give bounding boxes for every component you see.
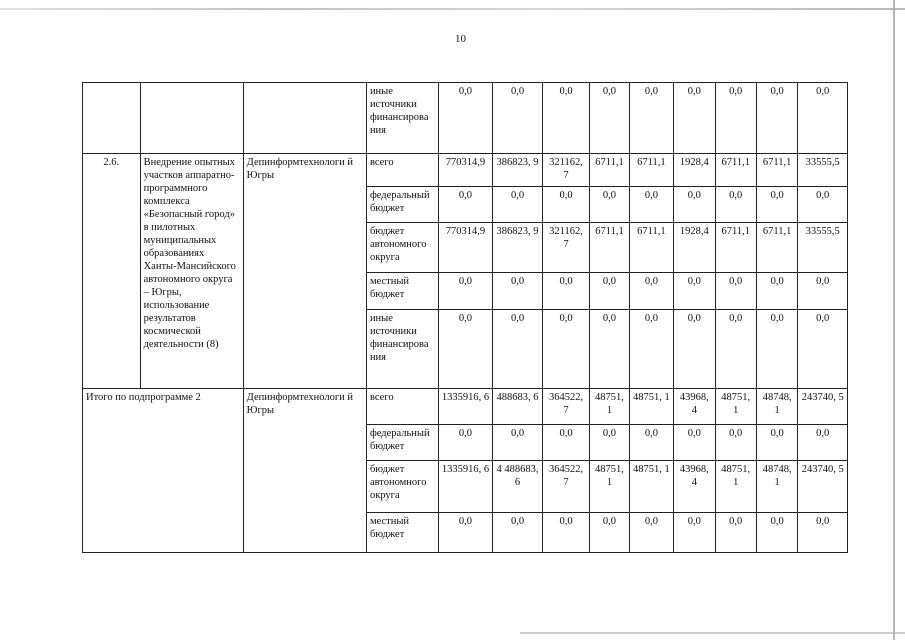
cell-value: 0,0	[629, 83, 673, 154]
cell-value: 0,0	[493, 310, 543, 389]
cell-value: 386823, 9	[493, 154, 543, 187]
cell-no	[83, 83, 141, 154]
cell-value: 0,0	[542, 83, 589, 154]
item-executor: Депинформтехнологи й Югры	[243, 154, 366, 389]
cell-value: 0,0	[798, 83, 848, 154]
cell-value: 0,0	[674, 310, 715, 389]
cell-source: федеральный бюджет	[366, 187, 438, 223]
cell-value: 0,0	[756, 513, 797, 553]
cell-value: 0,0	[629, 513, 673, 553]
cell-value: 0,0	[798, 273, 848, 310]
cell-value: 48751, 1	[590, 389, 629, 425]
cell-value: 0,0	[798, 310, 848, 389]
cell-value: 488683, 6	[493, 389, 543, 425]
cell-value: 770314,9	[438, 223, 493, 273]
cell-value: 0,0	[629, 187, 673, 223]
cell-value: 0,0	[590, 425, 629, 461]
cell-source: федеральный бюджет	[366, 425, 438, 461]
cell-value: 0,0	[493, 187, 543, 223]
cell-value: 1335916, 6	[438, 461, 493, 513]
cell-value: 0,0	[542, 425, 589, 461]
cell-value: 0,0	[674, 425, 715, 461]
total-executor: Депинформтехнологи й Югры	[243, 389, 366, 553]
cell-value: 48748, 1	[756, 461, 797, 513]
cell-value: 0,0	[756, 83, 797, 154]
cell-value: 43968, 4	[674, 461, 715, 513]
funding-table	[82, 82, 848, 553]
cell-value: 0,0	[493, 513, 543, 553]
cell-value: 0,0	[629, 273, 673, 310]
cell-source: местный бюджет	[366, 513, 438, 553]
cell-value: 33555,5	[798, 154, 848, 187]
cell-value: 0,0	[756, 273, 797, 310]
cell-value: 364522, 7	[542, 461, 589, 513]
cell-value: 6711,1	[590, 154, 629, 187]
cell-value: 0,0	[590, 273, 629, 310]
cell-value: 43968, 4	[674, 389, 715, 425]
cell-value: 0,0	[590, 513, 629, 553]
table-row	[83, 154, 848, 187]
cell-value: 1928,4	[674, 154, 715, 187]
cell-value: 0,0	[715, 187, 756, 223]
scan-edge-top	[0, 8, 905, 10]
cell-value: 48751, 1	[715, 461, 756, 513]
cell-value: 0,0	[715, 83, 756, 154]
cell-value: 0,0	[590, 310, 629, 389]
scan-edge-right	[893, 0, 895, 640]
cell-value: 0,0	[798, 187, 848, 223]
cell-value: 48751, 1	[629, 389, 673, 425]
cell-value: 6711,1	[756, 223, 797, 273]
cell-value: 0,0	[674, 513, 715, 553]
scan-edge-bottom	[520, 632, 905, 634]
cell-value: 6711,1	[629, 223, 673, 273]
cell-value: 0,0	[798, 425, 848, 461]
cell-value: 0,0	[756, 187, 797, 223]
cell-value: 6711,1	[629, 154, 673, 187]
cell-value: 6711,1	[715, 223, 756, 273]
cell-value: 6711,1	[590, 223, 629, 273]
cell-value: 0,0	[438, 513, 493, 553]
cell-value: 0,0	[715, 425, 756, 461]
cell-source: всего	[366, 154, 438, 187]
cell-value: 0,0	[542, 273, 589, 310]
cell-value: 321162, 7	[542, 154, 589, 187]
cell-value: 0,0	[438, 273, 493, 310]
cell-value: 386823, 9	[493, 223, 543, 273]
cell-value: 0,0	[629, 425, 673, 461]
cell-value: 0,0	[438, 83, 493, 154]
cell-value: 0,0	[674, 83, 715, 154]
cell-value: 0,0	[542, 187, 589, 223]
cell-value: 1335916, 6	[438, 389, 493, 425]
item-name: Внедрение опытных участков аппаратно-программного комплекса «Безопасный город» в пилотных муниципальных образованиях Ханты-Мансийского автономного округа – Югры, использование результатов космической деятельности (8)	[140, 154, 243, 389]
cell-value: 48751, 1	[715, 389, 756, 425]
cell-value: 6711,1	[715, 154, 756, 187]
cell-source: бюджет автономного округа	[366, 223, 438, 273]
cell-value: 0,0	[756, 310, 797, 389]
cell-value: 33555,5	[798, 223, 848, 273]
page-number: 10	[455, 33, 466, 45]
cell-source: иные источники финансирова ния	[366, 83, 438, 154]
cell-value: 243740, 5	[798, 389, 848, 425]
cell-value: 48751, 1	[629, 461, 673, 513]
cell-value: 0,0	[542, 310, 589, 389]
cell-value: 4 488683, 6	[493, 461, 543, 513]
cell-value: 243740, 5	[798, 461, 848, 513]
total-label: Итого по подпрограмме 2	[83, 389, 244, 553]
cell-value: 321162, 7	[542, 223, 589, 273]
table-row	[83, 389, 848, 425]
table-row	[83, 83, 848, 154]
cell-value: 0,0	[590, 83, 629, 154]
cell-value: 0,0	[438, 425, 493, 461]
cell-value: 0,0	[715, 513, 756, 553]
cell-value: 0,0	[438, 310, 493, 389]
cell-executor	[243, 83, 366, 154]
cell-value: 0,0	[438, 187, 493, 223]
cell-value: 1928,4	[674, 223, 715, 273]
cell-value: 0,0	[590, 187, 629, 223]
cell-source: бюджет автономного округа	[366, 461, 438, 513]
item-number: 2.6.	[83, 154, 141, 389]
cell-value: 6711,1	[756, 154, 797, 187]
cell-value: 0,0	[798, 513, 848, 553]
cell-value: 0,0	[493, 83, 543, 154]
cell-value: 0,0	[674, 273, 715, 310]
cell-value: 0,0	[715, 273, 756, 310]
cell-value: 0,0	[542, 513, 589, 553]
cell-value: 48751, 1	[590, 461, 629, 513]
cell-value: 364522, 7	[542, 389, 589, 425]
cell-source: местный бюджет	[366, 273, 438, 310]
cell-source: иные источники финансирова ния	[366, 310, 438, 389]
cell-value: 0,0	[715, 310, 756, 389]
cell-value: 48748, 1	[756, 389, 797, 425]
cell-value: 770314,9	[438, 154, 493, 187]
cell-value: 0,0	[629, 310, 673, 389]
cell-source: всего	[366, 389, 438, 425]
cell-value: 0,0	[674, 187, 715, 223]
cell-value: 0,0	[493, 425, 543, 461]
cell-name	[140, 83, 243, 154]
cell-value: 0,0	[493, 273, 543, 310]
cell-value: 0,0	[756, 425, 797, 461]
